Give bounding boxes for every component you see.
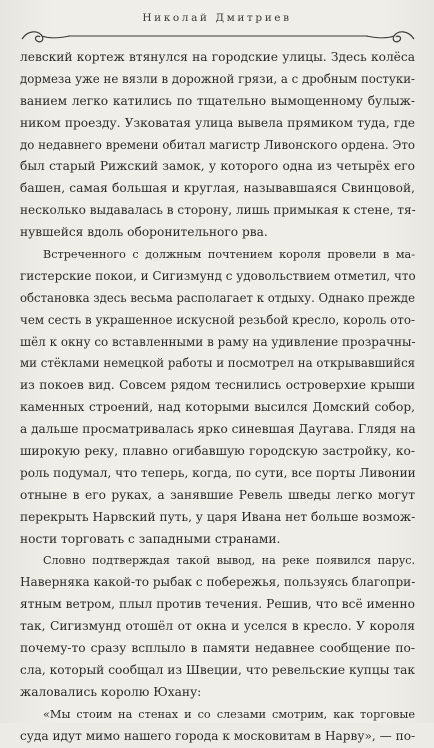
text-line: так, Сигизмунд отошёл от окна и уселся в кресло. У короля [20,619,415,634]
text-line: роль подумал, что теперь, когда, по сути, все порты Ливонии [20,465,416,480]
text-line: из покоев вид. Совсем рядом теснились островерхие крыши [20,378,415,393]
ornamental-rule [20,24,416,46]
text-line: почему-то сразу всплыло в памяти недавнее сообщение по- [20,641,415,656]
running-head [0,10,434,44]
text-line: «Мы стоим на стенах и со слезами смотрим, как торговые [43,707,415,721]
body-text [20,47,415,748]
text-line: а дальше просматривалась ярко синевшая Даугава. Глядя на [20,422,416,437]
text-line: перекрыть Нарвский путь, у царя Ивана нет больше возмож- [20,509,416,524]
text-line: ником проезду. Узковатая улица вывела прямиком туда, где [20,115,415,130]
text-line: чем сесть в украшенное искусной резьбой кресло, король ото- [20,312,415,327]
text-line: гистерские покои, и Сигизмунд с удовольствием отметил, что [20,268,416,283]
text-line: нувшейся вдоль оборонительного рва. [20,225,268,240]
text-line: отныне в его руках, а занявшие Ревель шведы легко могут [20,487,415,502]
text-line: до недавнего времени обитал магистр Ливонского ордена. Это [20,137,415,152]
text-line: шёл к окну со вставленными в раму на удивление прозрачны- [20,334,416,349]
text-line: Встреченного с должным почтением короля провели в ма- [43,248,415,262]
text-line: ности торговать с западными странами. [20,531,281,546]
text-line: жаловались королю Юхану: [20,684,202,699]
text-line: обстановка здесь весьма располагает к отдыху. Однако прежде [20,290,415,305]
text-line: каменных строений, над которыми высился Домский собор, [20,400,415,415]
text-line: Словно подтверждая такой вывод, на реке появился парус. [43,554,415,568]
text-line: башен, самая большая и круглая, называвшаяся Свинцовой, [20,181,415,196]
text-line: был старый Рижский замок, у которого одна из четырёх его [20,159,415,174]
text-line: сла, который сообщал из Швеции, что ревельские купцы так [20,662,415,677]
text-line: левский кортеж втянулся на городские улицы. Здесь колёса [20,50,415,64]
text-line: дормеза уже не вязли в дорожной грязи, а с дробным постуки- [20,71,415,86]
text-line: ятным ветром, плыл против течения. Решив, что всё именно [20,597,415,612]
text-line: несколько выдавалась в сторону, лишь примыкая к стене, тя- [20,203,416,218]
text-line: широкую реку, плавно огибавшую городскую застройку, ко- [20,444,415,459]
text-line: ванием легко катились по тщательно вымощенному булыж- [20,93,415,108]
text-line: ми стёклами немецкой работы и посмотрел на открывавшийся [20,356,416,371]
text-line: Наверняка какой-то рыбак с побережья, пользуясь благопри- [20,575,416,590]
running-head-title: Николай Дмитриев [142,12,292,24]
text-line: суда идут мимо нашего города к московитам в Нарву», — по- [20,728,416,743]
